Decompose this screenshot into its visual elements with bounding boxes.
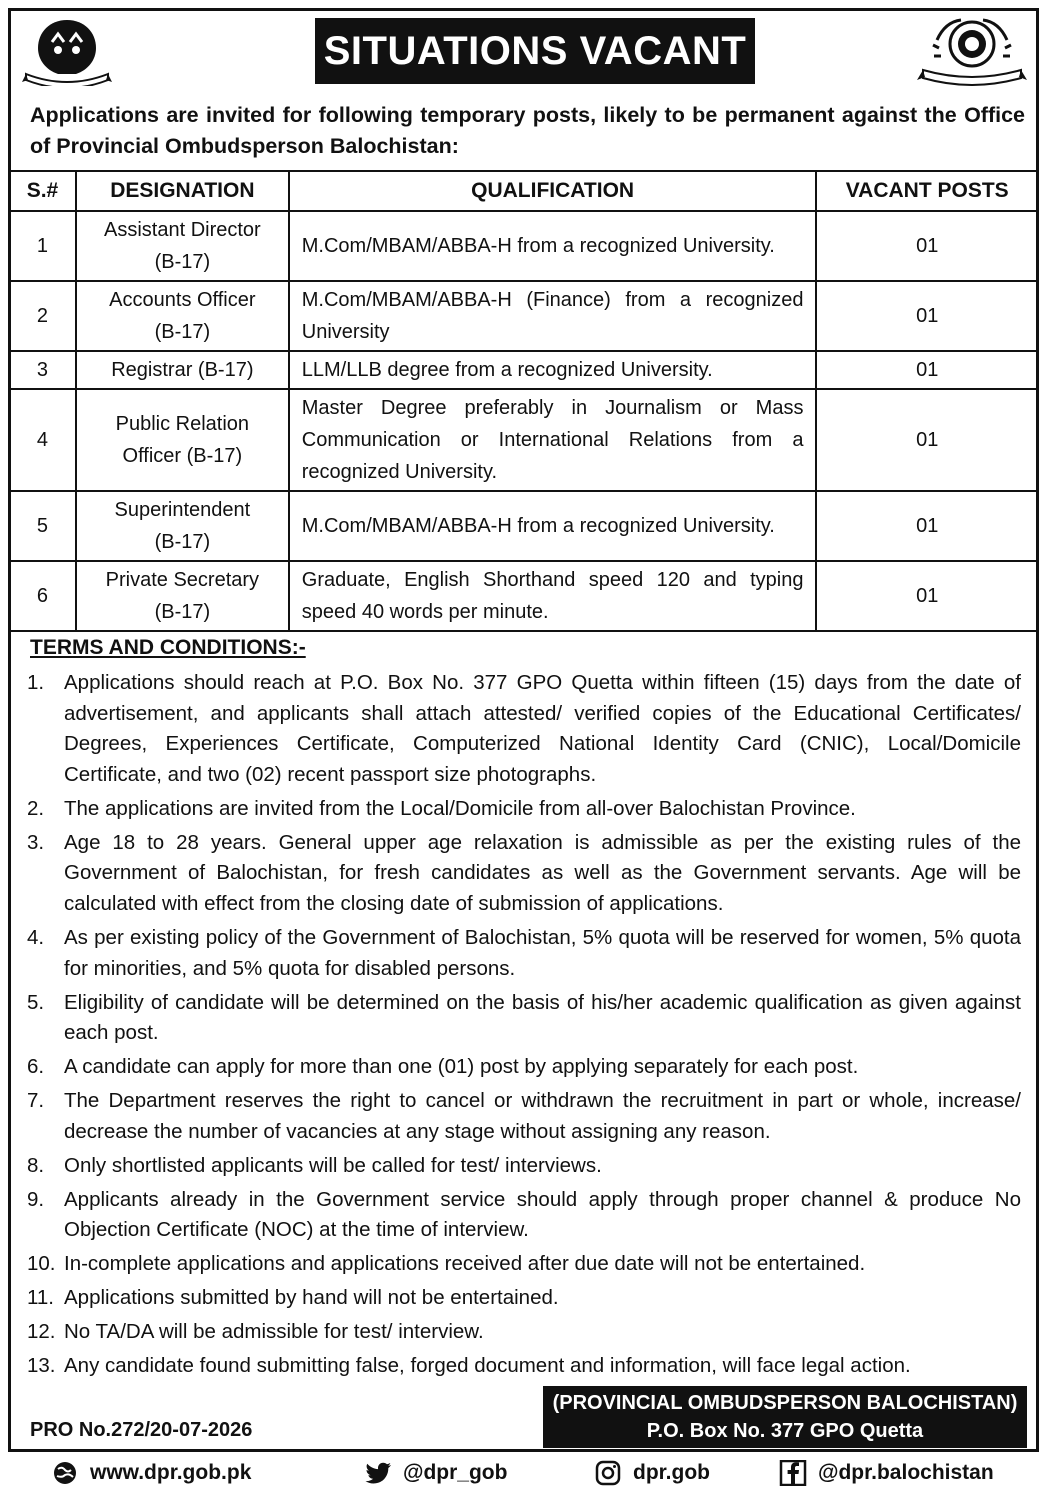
pro-number: PRO No.272/20-07-2026 [30,1419,253,1441]
row-sn: 6 [9,561,76,631]
footer-facebook[interactable] [778,1453,994,1493]
designation-grade: Officer (B-17) [122,445,243,467]
term-text: As per existing policy of the Government of Balochistan, 5% quota will be reserved for women, 5% quota for minorities, and 5% quota for disabled persons. [64,925,1021,980]
designation-line: Public Relation [115,413,250,435]
signature-block [543,1386,1027,1448]
table-row [9,561,1038,631]
row-designation [76,389,289,491]
list-item [27,1185,1021,1246]
term-number: 8. [27,1153,45,1177]
row-sn: 2 [9,281,76,351]
list-item [27,828,1021,920]
row-qualification: LLM/LLB degree from a recognized University. [289,351,817,389]
row-vacant-posts: 01 [816,389,1038,491]
row-vacant-posts: 01 [816,281,1038,351]
signature-office: (PROVINCIAL OMBUDSPERSON BALOCHISTAN) [552,1392,1018,1414]
term-number: 13. [27,1354,56,1378]
term-number: 7. [27,1089,45,1113]
balochistan-emblem-logo [22,14,112,86]
designation-grade: (B-17) [154,321,211,343]
list-item [27,794,1021,825]
term-text: No TA/DA will be admissible for test/ interview. [64,1320,484,1344]
term-number: 9. [27,1187,45,1211]
table-row [9,211,1038,281]
twitter-icon [363,1460,393,1486]
term-text: Applicants already in the Government service should apply through proper channel & produce No Objection Certificate (NOC) at the time of interview. [64,1187,1021,1242]
page-title: SITUATIONS VACANT [315,18,755,84]
row-qualification: M.Com/MBAM/ABBA-H from a recognized University. [289,211,817,281]
column-header-qualification: QUALIFICATION [289,171,817,211]
term-text: The Department reserves the right to cancel or withdrawn the recruitment in part or whole, increase/ decrease the number of vacancies at any stage without assigning any reason. [64,1089,1021,1143]
designation-grade: (B-17) [154,531,211,553]
row-qualification: Master Degree preferably in Journalism or Mass Communication or International Relations from a recognized University. [289,389,817,491]
term-text: Age 18 to 28 years. General upper age relaxation is admissible as per the existing rules of the Government of Balochistan, for fresh candidates as well as the Government servants. Age will be calculated with effect from the closing date of submission of applications. [64,830,1021,915]
list-item [27,1351,1021,1382]
globe-icon [50,1460,80,1486]
row-designation [76,281,289,351]
vacancy-table [8,170,1039,632]
footer-twitter[interactable] [363,1453,507,1493]
footer-instagram[interactable] [593,1453,710,1493]
list-item [27,1151,1021,1182]
row-qualification: M.Com/MBAM/ABBA-H from a recognized University. [289,491,817,561]
term-text: In-complete applications and applications received after due date will not be entertained. [64,1252,866,1276]
list-item [27,1052,1021,1083]
designation-line: Assistant Director [104,219,261,241]
term-number: 5. [27,990,45,1014]
term-number: 2. [27,796,45,820]
facebook-icon [778,1460,808,1486]
row-vacant-posts: 01 [816,561,1038,631]
row-designation [76,491,289,561]
column-header-sn: S.# [9,171,76,211]
table-row [9,351,1038,389]
term-number: 12. [27,1320,56,1344]
ombudsperson-seal-logo [917,14,1027,86]
list-item [27,1317,1021,1348]
row-sn: 4 [9,389,76,491]
table-header-row [9,171,1038,211]
row-sn: 3 [9,351,76,389]
term-text: Eligibility of candidate will be determined on the basis of his/her academic qualification as given against each post. [64,990,1021,1045]
list-item [27,923,1021,984]
table-row [9,281,1038,351]
row-designation [76,211,289,281]
terms-list [27,668,1021,1385]
row-vacant-posts: 01 [816,491,1038,561]
term-text: Only shortlisted applicants will be called for test/ interviews. [64,1153,602,1177]
list-item [27,988,1021,1049]
row-designation: Registrar (B-17) [76,351,289,389]
instagram-icon [593,1460,623,1486]
footer-bar [0,1453,1053,1493]
term-number: 1. [27,671,45,694]
term-number: 4. [27,925,45,949]
term-number: 10. [27,1252,56,1276]
twitter-handle[interactable]: @dpr_gob [403,1461,508,1484]
row-vacant-posts: 01 [816,211,1038,281]
row-qualification: Graduate, English Shorthand speed 120 and typing speed 40 words per minute. [289,561,817,631]
terms-heading: TERMS AND CONDITIONS:- [30,636,306,659]
row-sn: 1 [9,211,76,281]
term-number: 3. [27,830,45,854]
list-item [27,1283,1021,1314]
row-sn: 5 [9,491,76,561]
facebook-handle[interactable]: @dpr.balochistan [818,1461,994,1484]
designation-grade: (B-17) [154,251,211,273]
designation-grade: (B-17) [154,601,211,623]
list-item [27,668,1021,790]
intro-paragraph: Applications are invited for following temporary posts, likely to be permanent against the Office of Provincial Ombudsperson Balochistan: [30,103,1025,158]
list-item [27,1086,1021,1147]
term-text: Applications submitted by hand will not be entertained. [64,1286,559,1310]
row-vacant-posts: 01 [816,351,1038,389]
row-qualification: M.Com/MBAM/ABBA-H (Finance) from a recognized University [289,281,817,351]
designation-line: Private Secretary [105,569,260,591]
term-text: A candidate can apply for more than one (01) post by applying separately for each post. [64,1055,859,1079]
designation-line: Accounts Officer [109,289,256,311]
designation-line: Superintendent [114,499,251,521]
website-link[interactable]: www.dpr.gob.pk [90,1461,252,1484]
term-number: 11. [27,1286,54,1310]
column-header-vacant-posts: VACANT POSTS [816,171,1038,211]
table-row [9,389,1038,491]
row-designation [76,561,289,631]
table-row [9,491,1038,561]
list-item [27,1249,1021,1280]
term-text: Applications should reach at P.O. Box No. 377 GPO Quetta within fifteen (15) days from the date of advertisement, and applicants shall attach attested/ verified copies of the Educational Certificates/ Degrees, Experiences Certificate, Computerized National Identity Card (CNIC), Local/Domicile Certificate, and two (02) recent passport size photographs. [64,671,1021,786]
term-number: 6. [27,1055,45,1079]
footer-website[interactable] [50,1453,251,1493]
instagram-handle[interactable]: dpr.gob [633,1461,710,1484]
signature-address: P.O. Box No. 377 GPO Quetta [646,1420,924,1442]
column-header-designation: DESIGNATION [76,171,289,211]
term-text: Any candidate found submitting false, forged document and information, will face legal action. [64,1354,911,1378]
term-text: The applications are invited from the Local/Domicile from all-over Balochistan Province. [64,796,856,820]
